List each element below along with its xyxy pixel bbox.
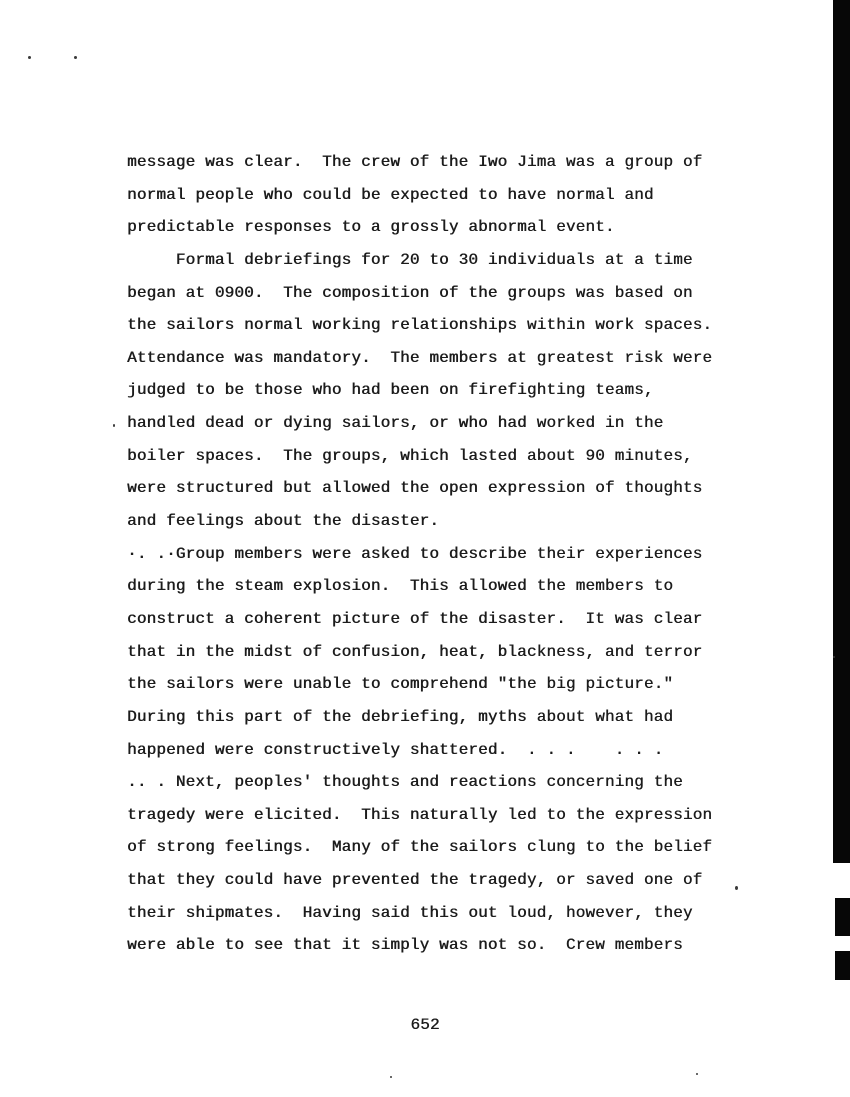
scan-speck bbox=[28, 56, 31, 59]
text-line: .. . Next, peoples' thoughts and reactions concerning the bbox=[127, 773, 683, 792]
text-line: happened were constructively shattered. . . . . . . bbox=[127, 740, 664, 759]
text-line: were able to see that it simply was not so. Crew members bbox=[127, 936, 683, 955]
text-line: and feelings about the disaster. bbox=[127, 512, 440, 531]
text-line: of strong feelings. Many of the sailors clung to the belief bbox=[127, 838, 713, 857]
scan-edge-bar bbox=[833, 0, 850, 863]
text-line: boiler spaces. The groups, which lasted about 90 minutes, bbox=[127, 446, 693, 465]
text-line: predictable responses to a grossly abnormal event. bbox=[127, 218, 615, 237]
text-line: that in the midst of confusion, heat, blackness, and terror bbox=[127, 642, 703, 661]
text-line: the sailors were unable to comprehend "the big picture." bbox=[127, 675, 674, 694]
text-line: judged to be those who had been on firefighting teams, bbox=[127, 381, 654, 400]
text-line: began at 0900. The composition of the groups was based on bbox=[127, 283, 693, 302]
text-line: construct a coherent picture of the disaster. It was clear bbox=[127, 609, 703, 628]
binding-mark-icon bbox=[835, 951, 850, 980]
text-line: During this part of the debriefing, myths about what had bbox=[127, 707, 674, 726]
text-line: message was clear. The crew of the Iwo Jima was a group of bbox=[127, 153, 703, 171]
text-line: that they could have prevented the tragedy, or saved one of bbox=[127, 871, 703, 890]
scan-speck bbox=[74, 56, 77, 59]
page-number: 652 bbox=[410, 1016, 440, 1034]
text-line: ·. .·Group members were asked to describe their experiences bbox=[127, 544, 703, 563]
scan-speck bbox=[390, 1076, 392, 1078]
text-line: handled dead or dying sailors, or who had worked in the bbox=[127, 414, 664, 433]
scan-speck bbox=[113, 424, 115, 427]
scan-speck bbox=[735, 886, 738, 890]
text-line: their shipmates. Having said this out loud, however, they bbox=[127, 903, 693, 922]
scan-speck bbox=[696, 1073, 698, 1075]
scan-speck bbox=[833, 656, 835, 658]
text-line: the sailors normal working relationships within work spaces. bbox=[127, 316, 713, 335]
text-line: normal people who could be expected to have normal and bbox=[127, 185, 654, 204]
text-line: Attendance was mandatory. The members at greatest risk were bbox=[127, 348, 713, 367]
binding-mark-icon bbox=[835, 898, 850, 936]
text-line: Formal debriefings for 20 to 30 individuals at a time bbox=[127, 250, 693, 269]
text-line: were structured but allowed the open expression of thoughts bbox=[127, 479, 703, 498]
document-text bbox=[127, 146, 767, 962]
text-line: tragedy were elicited. This naturally led to the expression bbox=[127, 805, 713, 824]
text-line: during the steam explosion. This allowed the members to bbox=[127, 577, 674, 596]
